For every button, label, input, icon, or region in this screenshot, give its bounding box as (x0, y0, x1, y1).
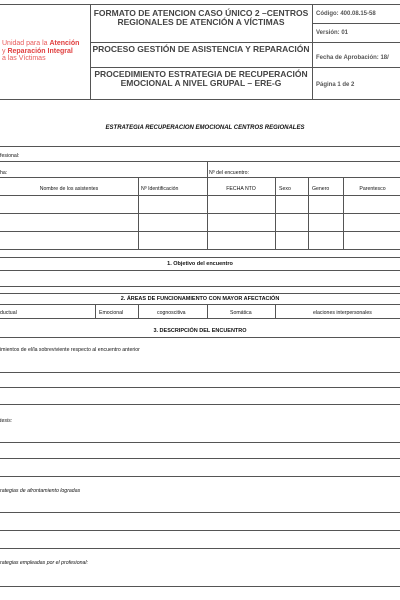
document-title: ESTRATEGIA RECUPERACION EMOCIONAL CENTROS REGIONALES (105, 125, 305, 131)
synthesis-field[interactable] (0, 426, 400, 476)
logo-text-3: a las Víctimas (2, 55, 46, 62)
code-label: Código: 400.08.15-58 (316, 11, 376, 17)
area-relaciones[interactable]: elaciones interpersonales (313, 310, 372, 316)
form-title: FORMATO DE ATENCION CASO ÚNICO 2 –CENTROS REGIONALES DE ATENCIÓN A VÍCTIMAS (93, 8, 309, 27)
col-header-birthdate: FECHA NTO (226, 186, 256, 192)
coping-strategies-field[interactable] (0, 496, 400, 548)
approval-label: Fecha de Aprobación: 18/ (316, 55, 389, 61)
table-row[interactable] (0, 214, 400, 230)
objective-field[interactable] (0, 271, 400, 285)
table-row[interactable] (0, 196, 400, 212)
logo-text-2: y (2, 47, 8, 55)
col-header-name: Nombre de los asistentes (39, 186, 99, 192)
col-header-gender: Genero (312, 186, 330, 192)
meeting-number-field[interactable]: Nº del encuentro: (209, 170, 249, 176)
professional-strategies-field[interactable] (0, 568, 400, 598)
col-header-sex: Sexo (279, 186, 291, 192)
logo-strong-1: Atención (49, 40, 80, 47)
logo-strong-2: Reparación Integral (7, 47, 73, 55)
section-2-title: 2. ÁREAS DE FUNCIONAMIENTO CON MAYOR AFECTACIÓN (120, 296, 280, 302)
col-header-id: Nº Identificación (141, 186, 179, 192)
date-field[interactable]: ha: (0, 170, 8, 176)
version-label: Versión: 01 (316, 30, 349, 36)
logo-text-1: Unidad para la (2, 40, 50, 47)
area-somatica[interactable]: Somática (230, 310, 252, 316)
prompt-professional-strategies: rategias empleadas por el profesional: (0, 560, 88, 566)
col-header-relationship: Parentesco (359, 186, 386, 192)
page-label: Página 1 de 2 (316, 82, 355, 88)
area-cognoscitiva[interactable]: cognoscitiva (157, 310, 186, 316)
prompt-coping-strategies: rategias de afrontamiento logradas (0, 488, 81, 494)
section-3-title: 3. DESCRIPCIÓN DEL ENCUENTRO (153, 328, 247, 334)
prompt-previous-meeting: imientos de el/la sobreviviente respecto al encuentro anterior (0, 347, 140, 353)
previous-meeting-field[interactable] (0, 356, 400, 404)
area-emocional[interactable]: Emocional (99, 310, 124, 316)
process-title: PROCESO GESTIÓN DE ASISTENCIA Y REPARACIÓN (92, 44, 310, 54)
professional-field[interactable]: fesional: (0, 153, 20, 159)
unit-logo (2, 40, 90, 63)
section-1-title: 1. Objetivo del encuentro (167, 261, 233, 267)
procedure-title: PROCEDIMIENTO ESTRATEGIA DE RECUPERACIÓN EMOCIONAL A NIVEL GRUPAL – ERE-G (94, 69, 308, 88)
prompt-synthesis: tesis: (0, 418, 13, 424)
area-conductual[interactable]: ductual (0, 310, 17, 316)
table-row[interactable] (0, 232, 400, 248)
